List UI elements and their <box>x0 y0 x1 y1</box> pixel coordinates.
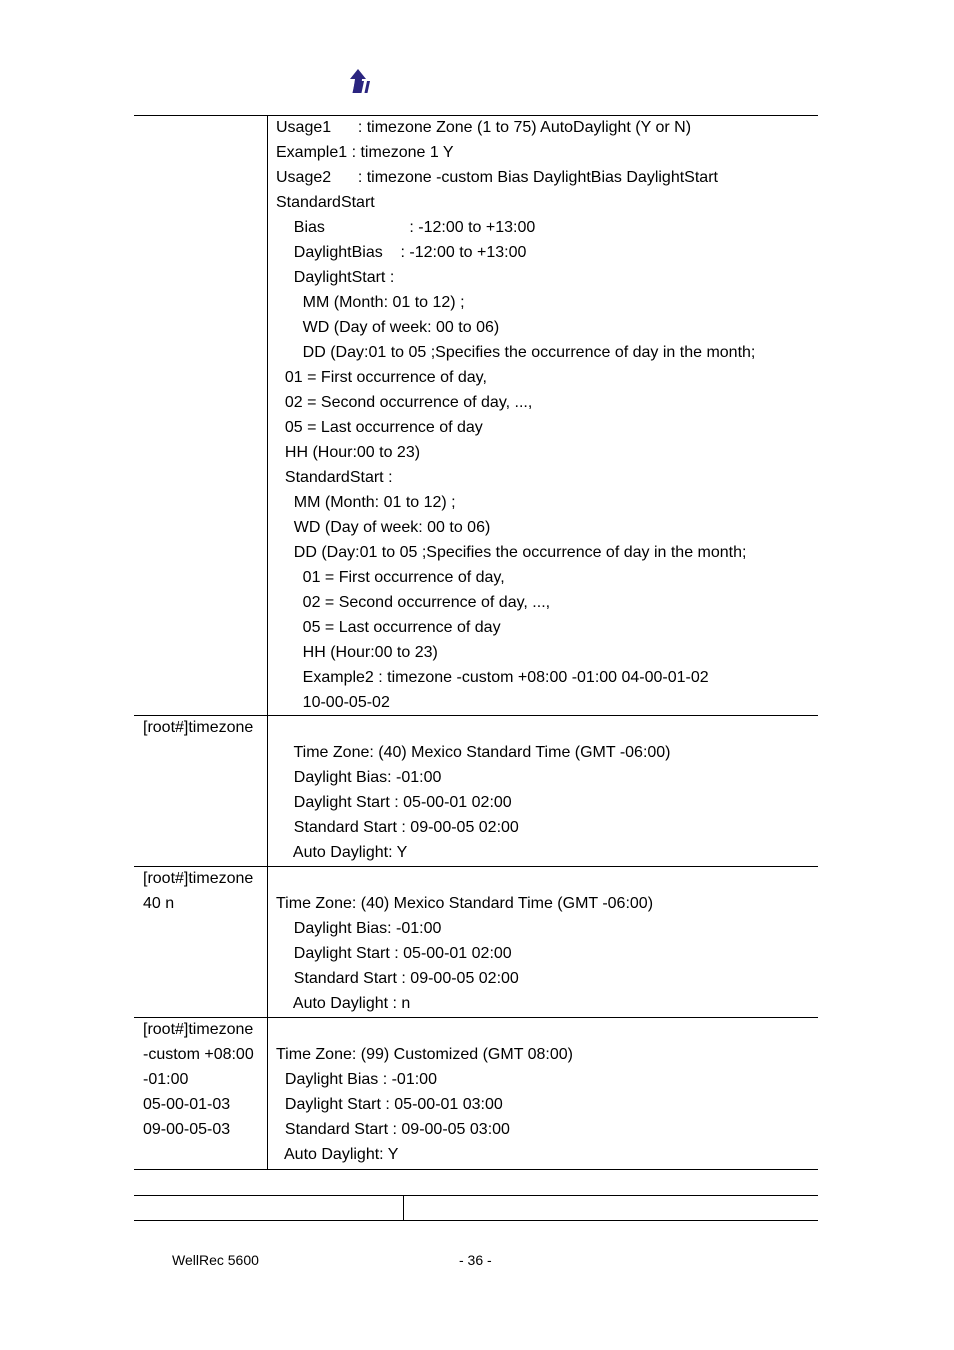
output-line: DD (Day:01 to 05 ;Specifies the occurrence of day in the month; <box>276 344 756 361</box>
command-line: [root#]timezone <box>143 870 254 887</box>
output-line: Standard Start : 09-00-05 03:00 <box>276 1121 510 1138</box>
output-line: Time Zone: (40) Mexico Standard Time (GMT -06:00) <box>276 895 654 912</box>
command-line: 09-00-05-03 <box>143 1121 231 1138</box>
output-line: Example1 : timezone 1 Y <box>276 144 454 161</box>
wellrec-logo-icon <box>349 67 379 95</box>
output-line: Usage1 : timezone Zone (1 to 75) AutoDaylight (Y or N) <box>276 119 692 136</box>
command-line: 05-00-01-03 <box>143 1096 231 1113</box>
output-line: Daylight Start : 05-00-01 02:00 <box>276 794 512 811</box>
output-line: Daylight Bias : -01:00 <box>276 1071 437 1088</box>
output-line: 10-00-05-02 <box>276 694 390 711</box>
output-line: DD (Day:01 to 05 ;Specifies the occurrence of day in the month; <box>276 544 747 561</box>
footer-product: WellRec 5600 <box>172 1252 259 1268</box>
empty-table-top-rule <box>134 1195 818 1196</box>
command-line: -custom +08:00 <box>143 1046 254 1063</box>
table-row-rule-3 <box>134 1017 818 1018</box>
empty-table-bottom-rule <box>134 1220 818 1221</box>
empty-table-divider <box>403 1195 404 1220</box>
command-line: 40 n <box>143 895 175 912</box>
output-line: DaylightStart : <box>276 269 395 286</box>
output-line: DaylightBias : -12:00 to +13:00 <box>276 244 527 261</box>
output-line: Auto Daylight : n <box>276 995 411 1012</box>
output-line: 01 = First occurrence of day, <box>276 569 505 586</box>
table-row-rule-1 <box>134 715 818 716</box>
output-line: Daylight Start : 05-00-01 03:00 <box>276 1096 503 1113</box>
command-line: [root#]timezone <box>143 719 254 736</box>
output-line: Daylight Bias: -01:00 <box>276 920 442 937</box>
command-line: -01:00 <box>143 1071 189 1088</box>
output-line: StandardStart <box>276 194 375 211</box>
output-line: MM (Month: 01 to 12) ; <box>276 494 456 511</box>
output-line: 05 = Last occurrence of day <box>276 619 501 636</box>
output-line: Example2 : timezone -custom +08:00 -01:00 04-00-01-02 <box>276 669 709 686</box>
output-line: HH (Hour:00 to 23) <box>276 644 438 661</box>
output-line: Standard Start : 09-00-05 02:00 <box>276 970 519 987</box>
table-bottom-rule <box>134 1169 818 1170</box>
output-line: Auto Daylight: Y <box>276 844 408 861</box>
footer-page-number: - 36 - <box>459 1252 492 1268</box>
output-line: Usage2 : timezone -custom Bias DaylightBias DaylightStart <box>276 169 718 186</box>
output-line: Daylight Bias: -01:00 <box>276 769 442 786</box>
output-line: Daylight Start : 05-00-01 02:00 <box>276 945 512 962</box>
output-line: WD (Day of week: 00 to 06) <box>276 319 500 336</box>
output-line: Bias : -12:00 to +13:00 <box>276 219 536 236</box>
table-row-rule-0 <box>134 115 818 116</box>
table-column-divider <box>267 115 268 1169</box>
table-row-rule-2 <box>134 866 818 867</box>
output-line: 02 = Second occurrence of day, ..., <box>276 394 533 411</box>
command-line: [root#]timezone <box>143 1021 254 1038</box>
output-line: Time Zone: (99) Customized (GMT 08:00) <box>276 1046 573 1063</box>
output-line: HH (Hour:00 to 23) <box>276 444 421 461</box>
output-line: StandardStart : <box>276 469 393 486</box>
output-line: 05 = Last occurrence of day <box>276 419 483 436</box>
output-line: Time Zone: (40) Mexico Standard Time (GMT -06:00) <box>276 744 671 761</box>
output-line: WD (Day of week: 00 to 06) <box>276 519 491 536</box>
output-line: Standard Start : 09-00-05 02:00 <box>276 819 519 836</box>
output-line: 02 = Second occurrence of day, ..., <box>276 594 551 611</box>
output-line: Auto Daylight: Y <box>276 1146 399 1163</box>
output-line: MM (Month: 01 to 12) ; <box>276 294 465 311</box>
output-line: 01 = First occurrence of day, <box>276 369 487 386</box>
